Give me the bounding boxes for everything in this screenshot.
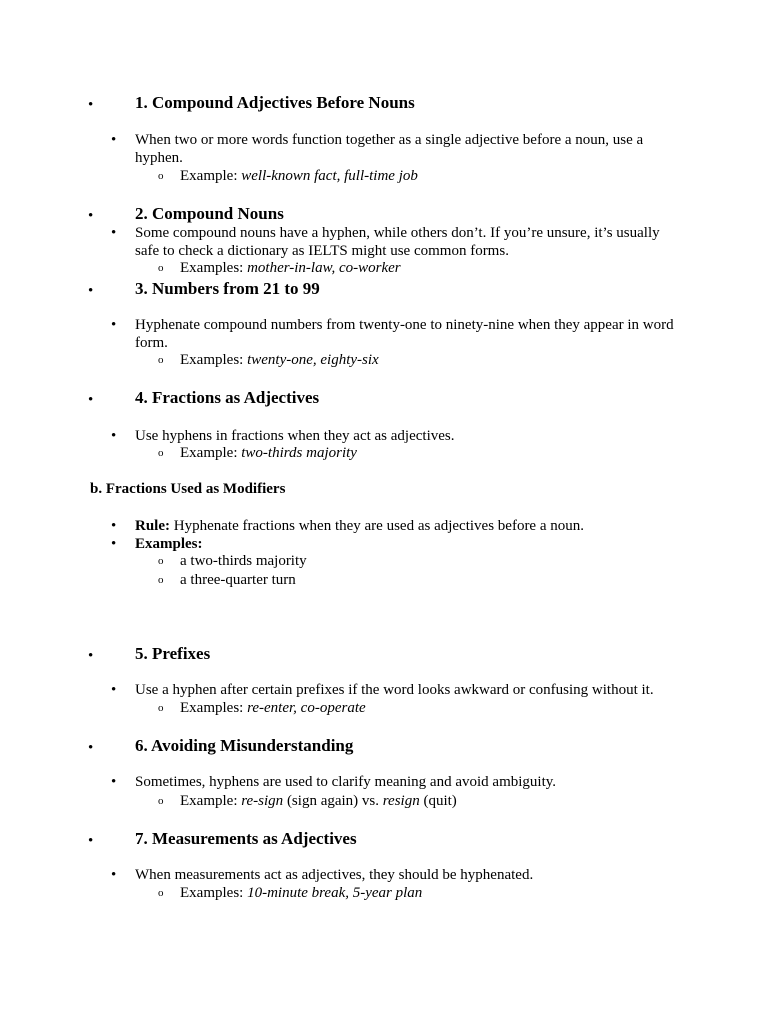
section-4-title: 4. Fractions as Adjectives	[135, 388, 320, 407]
section-2-bullet: •	[88, 208, 94, 224]
section-6-example: Example: re-sign (sign again) vs. resign (quit)	[180, 793, 457, 809]
section-5-example: Examples: re-enter, co-operate	[180, 700, 366, 716]
section-5-title: 5. Prefixes	[135, 644, 211, 663]
section-1-text-bullet: •	[111, 132, 117, 148]
section-3-bullet: •	[88, 283, 94, 299]
modifiers-rule: Rule: Hyphenate fractions when they are used as adjectives before a noun.	[135, 518, 585, 534]
section-4-example: Example: two-thirds majority	[180, 445, 357, 461]
section-4-bullet: •	[88, 392, 94, 408]
modifiers-example-1-marker: o	[158, 555, 164, 567]
section-7-text-bullet: •	[111, 867, 117, 883]
section-4-example-marker: o	[158, 447, 164, 459]
section-6-text-bullet: •	[111, 774, 117, 790]
section-1-bullet: •	[88, 97, 94, 113]
section-6-title: 6. Avoiding Misunderstanding	[135, 736, 354, 755]
section-5-bullet: •	[88, 648, 94, 664]
section-7-text: When measurements act as adjectives, they should be hyphenated.	[135, 867, 534, 883]
section-1-title: 1. Compound Adjectives Before Nouns	[135, 93, 415, 112]
section-6-bullet: •	[88, 740, 94, 756]
modifiers-heading: b. Fractions Used as Modifiers	[90, 481, 286, 497]
section-3-title: 3. Numbers from 21 to 99	[135, 279, 320, 298]
section-6-text: Sometimes, hyphens are used to clarify meaning and avoid ambiguity.	[135, 774, 557, 790]
modifiers-example-1: a two-thirds majority	[180, 553, 307, 569]
modifiers-example-2-marker: o	[158, 574, 164, 586]
section-7-example-marker: o	[158, 887, 164, 899]
section-4-text-bullet: •	[111, 428, 117, 444]
section-6-example-marker: o	[158, 795, 164, 807]
section-3-example-marker: o	[158, 354, 164, 366]
modifiers-example-2: a three-quarter turn	[180, 572, 296, 588]
modifiers-examples-bullet: •	[111, 536, 117, 552]
section-3-text-bullet: •	[111, 317, 117, 333]
section-1-text: When two or more words function together as a single adjective before a noun, use a hyphen.	[135, 132, 644, 166]
section-5-example-marker: o	[158, 702, 164, 714]
section-2-title: 2. Compound Nouns	[135, 204, 284, 223]
section-7-example: Examples: 10-minute break, 5-year plan	[180, 885, 423, 901]
section-2-example-marker: o	[158, 262, 164, 274]
section-7-bullet: •	[88, 833, 94, 849]
section-2-example: Examples: mother-in-law, co-worker	[180, 260, 401, 276]
section-2-text: Some compound nouns have a hyphen, while others don’t. If you’re unsure, it’s usually safe to check a dictionary as IELTS might use common forms.	[135, 225, 660, 259]
modifiers-examples-label: Examples:	[135, 536, 203, 552]
section-5-text: Use a hyphen after certain prefixes if the word looks awkward or confusing without it.	[135, 682, 654, 698]
section-3-example: Examples: twenty-one, eighty-six	[180, 352, 379, 368]
section-2-text-bullet: •	[111, 225, 117, 241]
section-1-example: Example: well-known fact, full-time job	[180, 168, 418, 184]
modifiers-rule-bullet: •	[111, 518, 117, 534]
section-3-text: Hyphenate compound numbers from twenty-one to ninety-nine when they appear in word form.	[135, 317, 674, 351]
section-7-title: 7. Measurements as Adjectives	[135, 829, 357, 848]
section-4-text: Use hyphens in fractions when they act as adjectives.	[135, 428, 455, 444]
section-5-text-bullet: •	[111, 682, 117, 698]
section-1-example-marker: o	[158, 170, 164, 182]
